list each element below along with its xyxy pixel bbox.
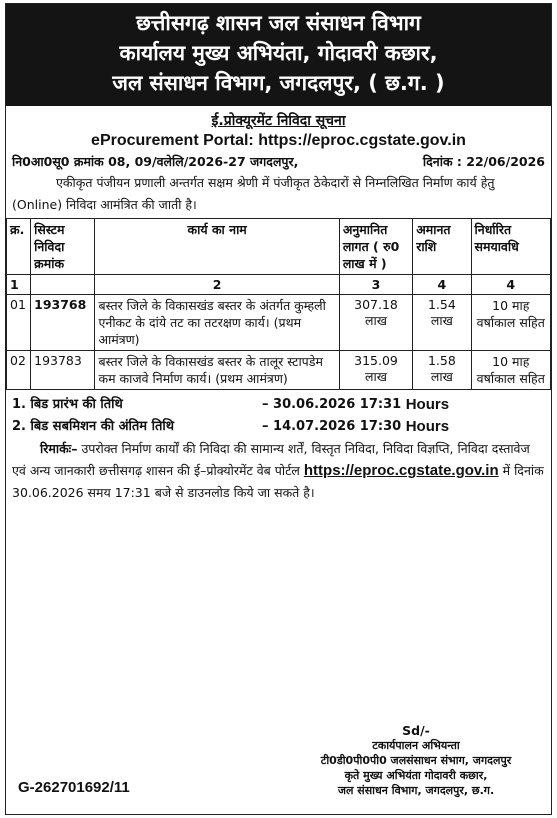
row-tender-no: 193768 — [31, 295, 95, 351]
portal-link[interactable]: https://eproc.cgstate.gov.in — [303, 462, 499, 479]
row-period: 10 माह वर्षाकाल सहित — [471, 295, 550, 351]
header-line-3: जल संसाधन विभाग, जगदलपुर, ( छ.ग. ) — [112, 71, 445, 95]
header-emd: अमानत राशि — [413, 219, 471, 275]
row-cost: 315.09 लाख — [339, 351, 412, 390]
column-number — [31, 275, 95, 295]
reference-line — [6, 152, 551, 172]
column-number: 3 — [339, 275, 412, 295]
header-estimated-cost: अनुमानित लागत ( रु0 लाख में ) — [339, 219, 412, 275]
bid-start-value: – 30.06.2026 17:31 — [262, 397, 402, 412]
header-sr: क्र. — [7, 219, 31, 275]
reference-number: नि0आ0सू0 क्रमांक 08, 09/वलेलि/2026-27 जगदलपुर, — [12, 154, 299, 169]
tender-table — [6, 218, 551, 390]
bid-start-label: 1. बिड प्रारंभ की तिथि — [12, 397, 123, 412]
g-code: G-262701692/11 — [18, 779, 130, 796]
notice-title: ई.प्रोक्यूरमेंट निविदा सूचना — [211, 113, 346, 129]
header-tender-no: सिस्टम निविदा क्रमांक — [31, 219, 95, 275]
header-period: निर्धारित समयावधि — [471, 219, 550, 275]
row-work-name: बस्तर जिले के विकासखंड बस्तर के तालूर स्टापडेम कम काजवे निर्माण कार्य। (प्रथम आमंत्रण) — [95, 351, 339, 390]
remark-block — [6, 438, 551, 504]
signature-block — [291, 723, 541, 798]
header-line-2: कार्यालय मुख्य अभियंता, गोदावरी कछार, — [119, 41, 438, 65]
column-number: 4 — [471, 275, 550, 295]
signature-line-2: टी0डी0पी0पी0 जलसंसाधन संभाग, जगदलपुर — [320, 754, 512, 767]
signature-line-4: जल संसाधन विभाग, जगदलपुर, छ.ग. — [337, 784, 495, 797]
bid-end-row — [12, 416, 545, 438]
portal-line: eProcurement Portal: https://eproc.cgstate.gov.in — [91, 132, 466, 149]
row-emd: 1.58 लाख — [413, 351, 471, 390]
row-sr: 01 — [7, 295, 31, 351]
bid-start-row — [12, 394, 545, 416]
row-tender-no: 193783 — [31, 351, 95, 390]
tender-notice — [5, 3, 552, 815]
column-number: 4 — [413, 275, 471, 295]
bid-end-label: 2. बिड सबमिशन की अंतिम तिथि — [12, 419, 175, 434]
hours-label: Hours — [405, 396, 450, 413]
reference-date: दिनांक : 22/06/2026 — [422, 154, 545, 169]
intro-text: एकीकृत पंजीयन प्रणाली अन्तर्गत सक्षम श्रेणी में पंजीकृत ठेकेदारों से निम्नलिखित निर्माण कार्य हेतु (Online) निविदा आमंत्रित की जाती है। — [12, 175, 495, 212]
bid-end-value: – 14.07.2026 17:30 — [262, 419, 402, 434]
row-period: 10 माह वर्षाकाल सहित — [471, 351, 550, 390]
bid-dates — [6, 390, 551, 438]
column-number: 1 — [7, 275, 31, 295]
table-column-number-row — [7, 275, 551, 295]
header-work-name: कार्य का नाम — [95, 219, 339, 275]
header-line-1: छत्तीसगढ़ शासन जल संसाधन विभाग — [136, 11, 421, 35]
row-cost: 307.18 लाख — [339, 295, 412, 351]
table-header-row — [7, 219, 551, 275]
notice-header — [6, 4, 551, 106]
column-number: 2 — [95, 275, 339, 295]
remark-label: रिमार्कः– — [40, 441, 78, 456]
row-work-name: बस्तर जिले के विकासखंड बस्तर के अंतर्गत कुम्हली एनीकट के दांये तट का तटरक्षण कार्य। (प्रथम आमंत्रण) — [95, 295, 339, 351]
row-emd: 1.54 लाख — [413, 295, 471, 351]
row-sr: 02 — [7, 351, 31, 390]
table-row — [7, 295, 551, 351]
signature-line-3: कृते मुख्य अभियंता गोदावरी कछार, — [344, 769, 488, 782]
remark-text-a: उपरोक्त निर्माण कार्यों की निविदा की सामान्य शर्तें, विस्तृत निविदा, निविदा विज्ञप्ति, निविदा दस्तावेज एवं अन्य जानकारी छत्तीसगढ़ शासन की ई–प्रोक्योरमेंट वेब पोर्टल — [12, 441, 530, 478]
signature-line-1: टकार्यपालन अभियन्ता — [372, 739, 460, 752]
signature-sd: Sd/- — [402, 723, 430, 738]
remark-text-b: में दिनांक 30.06.2026 समय 17:31 बजे से डाउनलोड किये जा सकते है। — [12, 463, 544, 500]
table-row — [7, 351, 551, 390]
hours-label: Hours — [405, 418, 450, 435]
